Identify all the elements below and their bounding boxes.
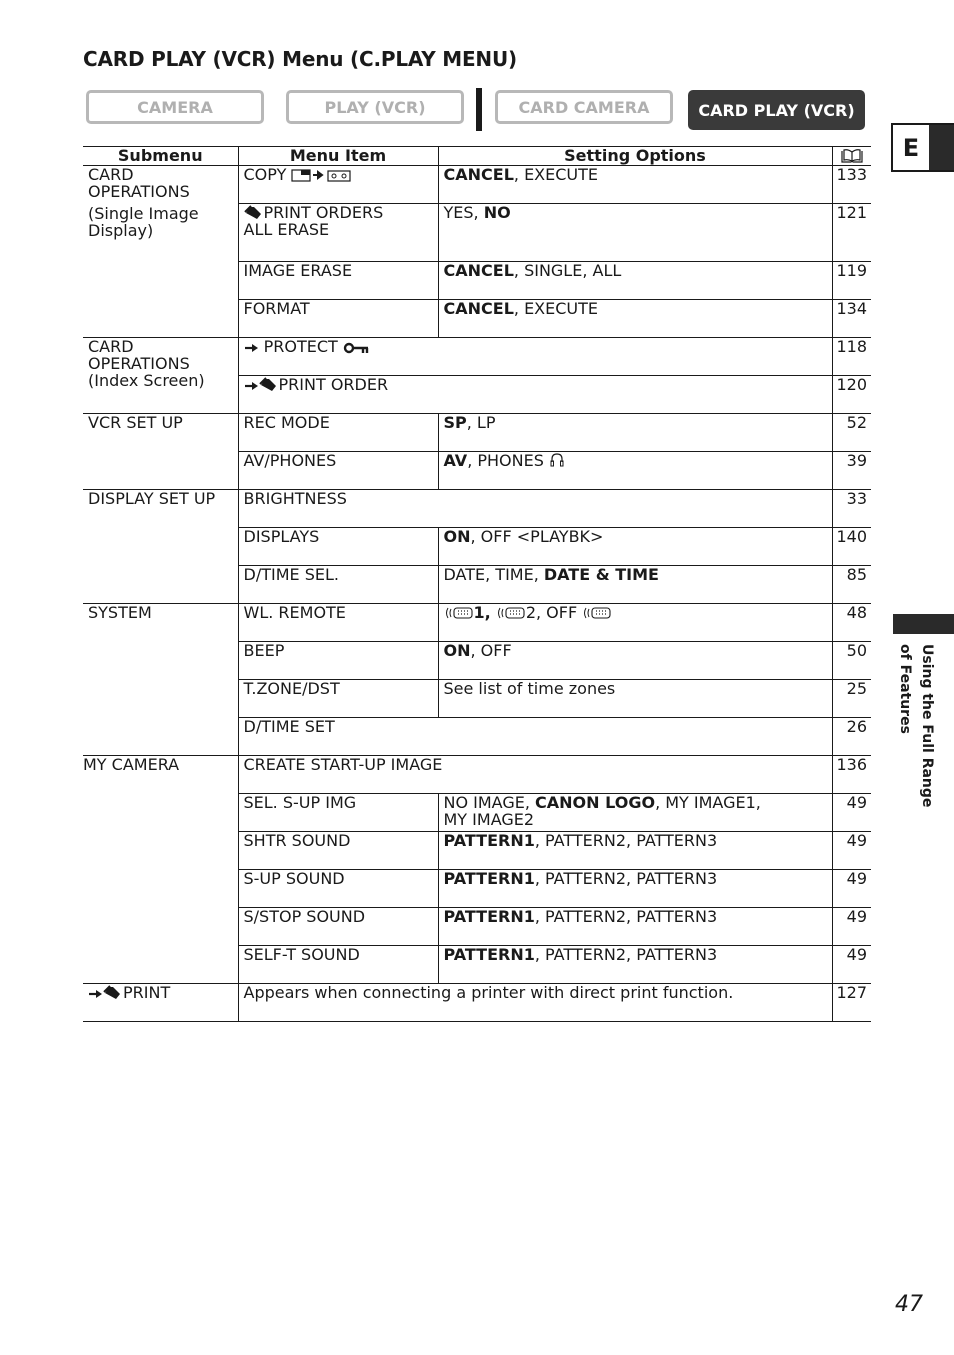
page-ref: 140 bbox=[832, 528, 871, 566]
submenu-text: CARD bbox=[88, 165, 134, 184]
option-text: , OFF <PLAYBK> bbox=[470, 527, 604, 546]
submenu-display-set-up: DISPLAY SET UP bbox=[83, 490, 238, 604]
page-ref: 121 bbox=[832, 204, 871, 262]
menu-item-s-stop-sound: S/STOP SOUND bbox=[238, 908, 438, 946]
arrow-right-icon bbox=[244, 380, 259, 392]
option-default: DATE & TIME bbox=[543, 565, 659, 584]
mode-card-camera: CARD CAMERA bbox=[495, 90, 673, 124]
options-print-orders-all-erase bbox=[438, 204, 832, 262]
submenu-my-camera: MY CAMERA bbox=[83, 756, 238, 984]
options-s-stop-sound bbox=[438, 908, 832, 946]
page-ref: 127 bbox=[832, 984, 871, 1022]
options-beep bbox=[438, 642, 832, 680]
options-rec-mode bbox=[438, 414, 832, 452]
submenu-text: PRINT bbox=[123, 983, 171, 1002]
submenu-text: OPERATIONS bbox=[88, 354, 190, 373]
option-text: , PATTERN2, PATTERN3 bbox=[534, 831, 718, 850]
option-default: PATTERN1 bbox=[443, 945, 535, 964]
options-image-erase bbox=[438, 262, 832, 300]
options-s-up-sound bbox=[438, 870, 832, 908]
option-default: AV bbox=[443, 451, 468, 470]
menu-item-protect bbox=[238, 338, 832, 376]
book-icon bbox=[841, 149, 863, 163]
menu-item-label: COPY bbox=[243, 165, 287, 184]
card-to-tape-icon bbox=[291, 168, 353, 182]
option-default: ON bbox=[443, 641, 471, 660]
menu-item-shtr-sound: SHTR SOUND bbox=[238, 832, 438, 870]
page-ref: 48 bbox=[832, 604, 871, 642]
options-av-phones bbox=[438, 452, 832, 490]
option-text: , PHONES bbox=[467, 451, 544, 470]
option-default: NO bbox=[483, 203, 511, 222]
options-dtime-sel bbox=[438, 566, 832, 604]
remote-sensor-icon bbox=[496, 606, 526, 620]
option-default: PATTERN1 bbox=[443, 907, 535, 926]
section-label-line1: Using the Full Range bbox=[919, 644, 935, 808]
page-ref: 85 bbox=[832, 566, 871, 604]
submenu-card-ops-single bbox=[83, 166, 238, 338]
options-copy bbox=[438, 166, 832, 204]
page-ref: 134 bbox=[832, 300, 871, 338]
remote-sensor-icon bbox=[444, 606, 474, 620]
menu-item-beep: BEEP bbox=[238, 642, 438, 680]
header-page bbox=[832, 147, 871, 166]
menu-item-brightness: BRIGHTNESS bbox=[238, 490, 832, 528]
options-format bbox=[438, 300, 832, 338]
option-text: , OFF bbox=[470, 641, 512, 660]
option-default: CANON LOGO bbox=[535, 793, 656, 812]
page-ref: 49 bbox=[832, 946, 871, 984]
page-title: CARD PLAY (VCR) Menu (C.PLAY MENU) bbox=[83, 47, 517, 71]
options-shtr-sound bbox=[438, 832, 832, 870]
page-ref: 50 bbox=[832, 642, 871, 680]
menu-item-print-orders-all-erase bbox=[238, 204, 438, 262]
page-ref: 120 bbox=[832, 376, 871, 414]
table-row bbox=[83, 604, 871, 642]
table-row bbox=[83, 166, 871, 204]
remote-sensor-icon bbox=[582, 606, 612, 620]
menu-item-image-erase: IMAGE ERASE bbox=[238, 262, 438, 300]
menu-item-sel-s-up-img: SEL. S-UP IMG bbox=[238, 794, 438, 832]
header-submenu: Submenu bbox=[83, 147, 238, 166]
headphones-icon bbox=[549, 452, 565, 468]
option-default: CANCEL bbox=[443, 261, 514, 280]
submenu-vcr-set-up: VCR SET UP bbox=[83, 414, 238, 490]
page-ref: 25 bbox=[832, 680, 871, 718]
language-tab-fill bbox=[929, 125, 954, 170]
table-row bbox=[83, 338, 871, 376]
menu-item-tzone-dst: T.ZONE/DST bbox=[238, 680, 438, 718]
option-default: ON bbox=[443, 527, 471, 546]
section-label-line2: of Features bbox=[897, 644, 913, 734]
options-wl-remote bbox=[438, 604, 832, 642]
menu-item-displays: DISPLAYS bbox=[238, 528, 438, 566]
option-text: , PATTERN2, PATTERN3 bbox=[534, 945, 718, 964]
header-setting-options: Setting Options bbox=[438, 147, 832, 166]
option-text: NO IMAGE, bbox=[443, 793, 536, 812]
menu-item-copy bbox=[238, 166, 438, 204]
option-text: , LP bbox=[466, 413, 496, 432]
menu-item-wl-remote: WL. REMOTE bbox=[238, 604, 438, 642]
option-text: MY IMAGE2 bbox=[443, 810, 535, 829]
menu-item-format: FORMAT bbox=[238, 300, 438, 338]
mode-camera: CAMERA bbox=[86, 90, 264, 124]
page-ref: 136 bbox=[832, 756, 871, 794]
section-band bbox=[893, 614, 954, 634]
submenu-card-ops-index bbox=[83, 338, 238, 414]
options-tzone-dst: See list of time zones bbox=[438, 680, 832, 718]
page-ref: 119 bbox=[832, 262, 871, 300]
arrow-right-icon bbox=[88, 988, 103, 1000]
menu-item-dtime-set: D/TIME SET bbox=[238, 718, 832, 756]
page-ref: 118 bbox=[832, 338, 871, 376]
option-text: , SINGLE, ALL bbox=[513, 261, 622, 280]
submenu-text: OPERATIONS bbox=[88, 182, 190, 201]
option-default: 1, bbox=[473, 603, 491, 622]
option-text: , EXECUTE bbox=[513, 165, 599, 184]
option-text: 2, OFF bbox=[525, 603, 578, 622]
options-self-t-sound bbox=[438, 946, 832, 984]
option-text: , PATTERN2, PATTERN3 bbox=[534, 869, 718, 888]
key-icon bbox=[343, 342, 369, 354]
option-text: , MY IMAGE1, bbox=[655, 793, 761, 812]
menu-item-print-note: Appears when connecting a printer with direct print function. bbox=[238, 984, 832, 1022]
option-text: , PATTERN2, PATTERN3 bbox=[534, 907, 718, 926]
option-default: PATTERN1 bbox=[443, 869, 535, 888]
page-ref: 33 bbox=[832, 490, 871, 528]
submenu-text: Display) bbox=[88, 221, 154, 240]
print-order-icon bbox=[259, 376, 279, 392]
print-order-icon bbox=[244, 204, 264, 220]
page-ref: 133 bbox=[832, 166, 871, 204]
page-ref: 49 bbox=[832, 832, 871, 870]
submenu-print bbox=[83, 984, 238, 1022]
menu-item-dtime-sel: D/TIME SEL. bbox=[238, 566, 438, 604]
language-tab bbox=[891, 123, 954, 172]
page-ref: 49 bbox=[832, 908, 871, 946]
page-ref: 49 bbox=[832, 870, 871, 908]
table-row bbox=[83, 414, 871, 452]
options-displays bbox=[438, 528, 832, 566]
menu-item-label: PROTECT bbox=[263, 337, 338, 356]
menu-item-rec-mode: REC MODE bbox=[238, 414, 438, 452]
submenu-text: (Single Image bbox=[88, 204, 199, 223]
option-text: , EXECUTE bbox=[513, 299, 599, 318]
page-ref: 49 bbox=[832, 794, 871, 832]
submenu-text: CARD bbox=[88, 337, 134, 356]
option-default: CANCEL bbox=[443, 299, 514, 318]
table-row bbox=[83, 756, 871, 794]
option-default: PATTERN1 bbox=[443, 831, 535, 850]
option-text: YES, bbox=[443, 203, 484, 222]
mode-divider bbox=[476, 88, 482, 131]
submenu-system: SYSTEM bbox=[83, 604, 238, 756]
page-ref: 26 bbox=[832, 718, 871, 756]
menu-item-av-phones: AV/PHONES bbox=[238, 452, 438, 490]
option-default: CANCEL bbox=[443, 165, 514, 184]
header-menu-item: Menu Item bbox=[238, 147, 438, 166]
page-number: 47 bbox=[895, 1292, 923, 1317]
menu-item-create-start-up-image: CREATE START-UP IMAGE bbox=[238, 756, 832, 794]
menu-item-print-order bbox=[238, 376, 832, 414]
submenu-text: (Index Screen) bbox=[88, 371, 205, 390]
menu-item-label: ALL ERASE bbox=[243, 220, 330, 239]
menu-item-self-t-sound: SELF-T SOUND bbox=[238, 946, 438, 984]
menu-item-label: PRINT ORDERS bbox=[263, 203, 384, 222]
table-row bbox=[83, 490, 871, 528]
print-order-icon bbox=[103, 984, 123, 1000]
arrow-right-icon bbox=[244, 342, 259, 354]
menu-table bbox=[83, 146, 871, 1022]
language-letter: E bbox=[902, 133, 920, 162]
menu-item-s-up-sound: S-UP SOUND bbox=[238, 870, 438, 908]
table-header-row bbox=[83, 147, 871, 166]
options-sel-s-up-img bbox=[438, 794, 832, 832]
table-row bbox=[83, 984, 871, 1022]
mode-card-play-vcr: CARD PLAY (VCR) bbox=[688, 90, 865, 130]
option-text: DATE, TIME, bbox=[443, 565, 544, 584]
page-ref: 52 bbox=[832, 414, 871, 452]
menu-item-label: PRINT ORDER bbox=[278, 375, 389, 394]
page-ref: 39 bbox=[832, 452, 871, 490]
mode-play-vcr: PLAY (VCR) bbox=[286, 90, 464, 124]
section-label bbox=[894, 644, 938, 844]
option-default: SP bbox=[443, 413, 467, 432]
